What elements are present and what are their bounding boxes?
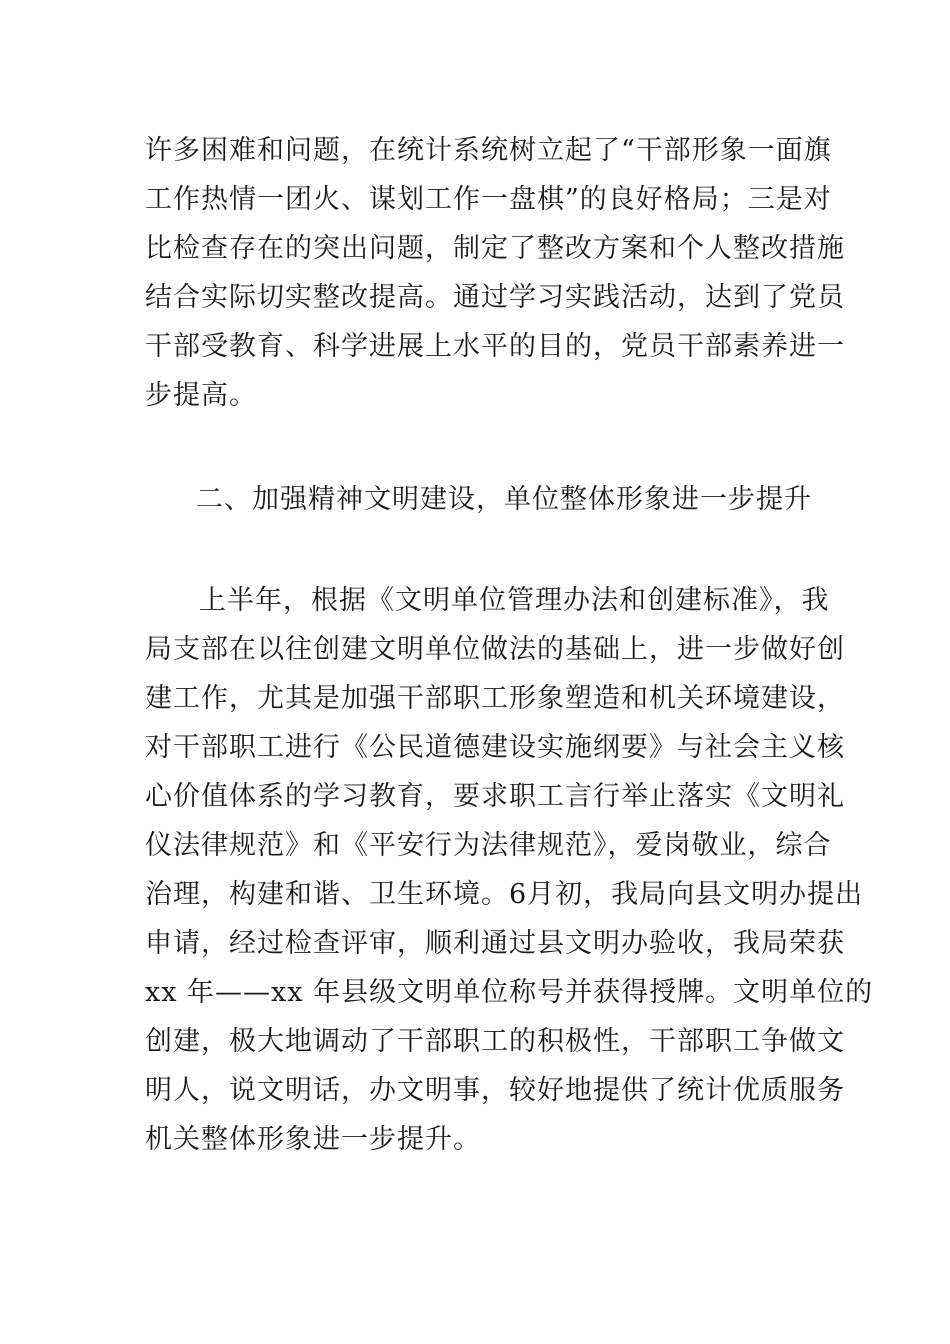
paragraph-1 — [145, 126, 845, 420]
text-line: 创建，极大地调动了干部职工的积极性，干部职工争做文 — [145, 1026, 845, 1057]
text-line: 工作热情一团火、谋划工作一盘棋”的良好格局；三是对 — [145, 184, 832, 215]
text-line: 许多困难和问题，在统计系统树立起了“干部形象一面旗 — [145, 135, 832, 166]
text-line: 上半年，根据《文明单位管理办法和创建标准》，我 — [199, 585, 830, 616]
text-line: 干部受教育、科学进展上水平的目的，党员干部素养进一 — [145, 331, 845, 362]
text-line: 步提高。 — [145, 380, 257, 411]
text-line: 比检查存在的突出问题，制定了整改方案和个人整改措施 — [145, 233, 845, 264]
text-line: 结合实际切实整改提高。通过学习实践活动，达到了党员 — [145, 282, 845, 313]
text-line: 明人，说文明话，办文明事，较好地提供了统计优质服务 — [145, 1075, 845, 1106]
section-heading: 二、加强精神文明建设，单位整体形象进一步提升 — [196, 484, 812, 515]
text-line: 申请，经过检查评审，顺利通过县文明办验收，我局荣获 — [145, 928, 845, 959]
text-line: 建工作，尤其是加强干部职工形象塑造和机关环境建设， — [145, 683, 845, 714]
text-line: 机关整体形象进一步提升。 — [145, 1124, 481, 1155]
text-line: 局支部在以往创建文明单位做法的基础上，进一步做好创 — [145, 634, 845, 665]
paragraph-2 — [145, 576, 874, 1164]
text-line: 治理，构建和谐、卫生环境。6月初，我局向县文明办提出 — [145, 879, 864, 910]
text-line: 对干部职工进行《公民道德建设实施纲要》与社会主义核 — [145, 732, 845, 763]
text-line: xx 年——xx 年县级文明单位称号并获得授牌。文明单位的 — [145, 977, 874, 1008]
text-line: 仪法律规范》和《平安行为法律规范》，爱岗敬业，综合 — [145, 830, 832, 861]
text-line: 心价值体系的学习教育，要求职工言行举止落实《文明礼 — [145, 781, 845, 812]
